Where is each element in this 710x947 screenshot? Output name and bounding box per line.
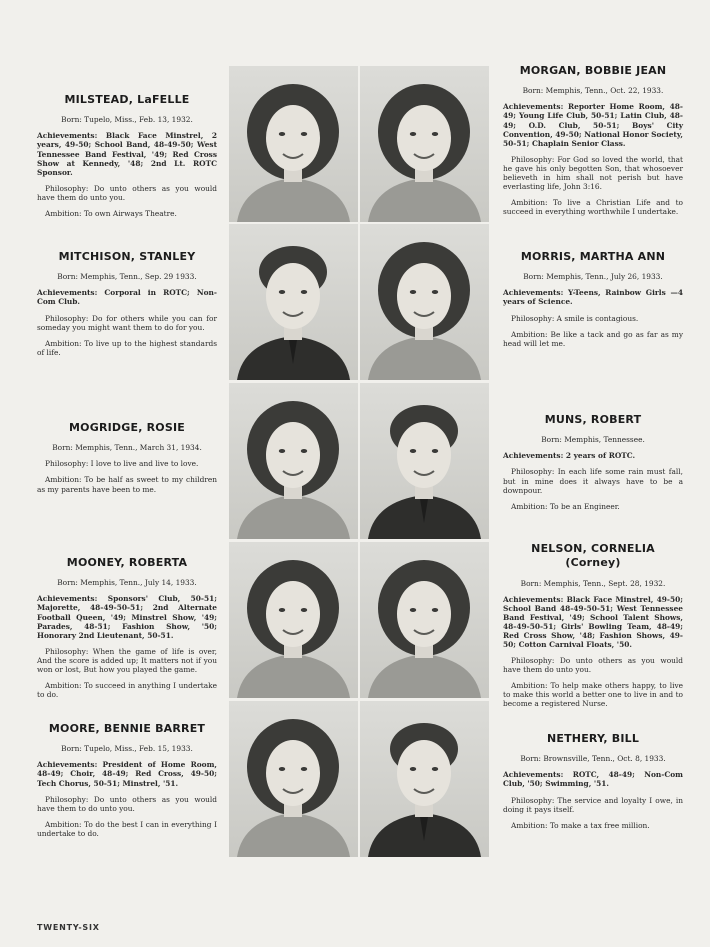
portrait-silhouette	[229, 701, 358, 857]
student-entry-morgan	[503, 64, 683, 223]
portrait-shoulders	[237, 654, 350, 698]
portrait-silhouette	[360, 701, 489, 857]
achievements: Achievements: Black Face Minstrel, 49-50; School Band 48-49-50-51; West Tennessee Band Festival, '49; School Talent Shows, 48-49-50-51; Girls' Bowling Team, 48-49; Red Cross Show, '48; Fashion Shows, 49-50; Cotton Carnival Floats, '50.	[503, 594, 683, 649]
birth-info: Born: Memphis, Tenn., July 14, 1933.	[57, 578, 197, 588]
student-name: MOORE, BENNIE BARRET	[48, 722, 206, 735]
student-name: NETHERY, BILL	[546, 732, 640, 745]
student-name: MOONEY, ROBERTA	[66, 556, 188, 569]
portrait-eye	[432, 608, 438, 612]
ambition: Ambition: To own Airways Theatre.	[45, 208, 177, 218]
philosophy: Philosophy: Do unto others as you would have them to do unto you.	[37, 794, 217, 813]
achievements: Achievements: Sponsors' Club, 50-51; Majorette, 48-49-50-51; 2nd Alternate Football Queen, '49; Minstrel Show, '49; Parades, 48-51; Fashion Show, '50; Honorary 2nd Lieutenant, 50-51.	[37, 594, 217, 640]
achievements: Achievements: President of Home Room, 48-49; Choir, 48-49; Red Cross, 49-50; Tech Chorus, 50-51; Minstrel, '51.	[37, 760, 217, 788]
portrait-shoulders	[237, 178, 350, 222]
portrait-shoulders	[368, 654, 481, 698]
student-name: MORRIS, MARTHA ANN	[520, 250, 666, 263]
student-entry-mitchison	[37, 250, 217, 364]
achievements: Achievements: Corporal in ROTC; Non-Com Club.	[37, 288, 217, 307]
birth-info: Born: Memphis, Tenn., Sep. 29 1933.	[57, 272, 197, 282]
portrait-face	[266, 422, 320, 488]
portrait-face	[397, 740, 451, 806]
portrait-eye	[301, 449, 307, 453]
student-entry-nelson	[503, 542, 683, 715]
student-entry-muns	[503, 413, 683, 518]
portrait-silhouette	[229, 224, 358, 380]
portrait-photo-muns	[360, 383, 489, 539]
portrait-eye	[279, 290, 285, 294]
portrait-silhouette	[229, 542, 358, 698]
portrait-photo-mooney	[229, 542, 358, 698]
portrait-eye	[432, 132, 438, 136]
philosophy: Philosophy: Do unto others as you would have them do unto you.	[37, 183, 217, 202]
birth-info: Born: Memphis, Tennessee.	[541, 435, 645, 445]
portrait-face	[397, 422, 451, 488]
portrait-silhouette	[229, 66, 358, 222]
portrait-photo-moore	[229, 701, 358, 857]
student-name: MOGRIDGE, ROSIE	[69, 421, 185, 434]
student-entry-mogridge	[37, 421, 217, 501]
student-entry-moore	[37, 722, 217, 845]
portrait-shoulders	[368, 336, 481, 380]
portrait-eye	[432, 767, 438, 771]
student-entry-morris	[503, 250, 683, 355]
ambition: Ambition: Be like a tack and go as far as my head will let me.	[503, 329, 683, 348]
portrait-shoulders	[368, 178, 481, 222]
philosophy: Philosophy: When the game of life is over, And the score is added up; It matters not if you won or lost, But how you played the game.	[37, 646, 217, 674]
portrait-eye	[410, 290, 416, 294]
portrait-silhouette	[229, 383, 358, 539]
portrait-face	[397, 581, 451, 647]
portrait-photo-milstead	[229, 66, 358, 222]
birth-info: Born: Memphis, Tenn., July 26, 1933.	[523, 272, 663, 282]
birth-info: Born: Memphis, Tenn., March 31, 1934.	[52, 443, 202, 453]
portrait-eye	[301, 608, 307, 612]
achievements: Achievements: ROTC, 48-49; Non-Com Club, '50; Swimming, '51.	[503, 770, 683, 789]
ambition: Ambition: To do the best I can in everything I undertake to do.	[37, 819, 217, 838]
philosophy: Philosophy: Do for others while you can for someday you might want them to do for you.	[37, 313, 217, 332]
ambition: Ambition: To be an Engineer.	[511, 501, 620, 511]
portrait-face	[266, 105, 320, 171]
birth-info: Born: Tupelo, Miss., Feb. 13, 1932.	[61, 115, 193, 125]
student-name: MORGAN, BOBBIE JEAN	[519, 64, 667, 77]
portrait-shoulders	[237, 813, 350, 857]
student-name-text: NELSON, CORNELIA	[531, 542, 655, 555]
ambition: Ambition: To make a tax free million.	[511, 820, 650, 830]
ambition: Ambition: To succeed in anything I undertake to do.	[37, 680, 217, 699]
birth-info: Born: Memphis, Tenn., Oct. 22, 1933.	[522, 86, 664, 96]
portrait-eye	[410, 767, 416, 771]
portrait-eye	[279, 608, 285, 612]
portrait-eye	[279, 449, 285, 453]
portrait-photo-nelson	[360, 542, 489, 698]
portrait-silhouette	[360, 66, 489, 222]
portrait-silhouette	[360, 224, 489, 380]
portrait-photo-morgan	[360, 66, 489, 222]
portrait-photo-nethery	[360, 701, 489, 857]
portrait-face	[397, 263, 451, 329]
birth-info: Born: Tupelo, Miss., Feb. 15, 1933.	[61, 744, 193, 754]
student-entry-nethery	[503, 732, 683, 837]
achievements: Achievements: Black Face Minstrel, 2 years, 49-50; School Band, 48-49-50; West Tennessee Band Festival, '49; Red Cross Show at Kennedy, '48; 2nd Lt. ROTC Sponsor.	[37, 131, 217, 177]
achievements: Achievements: Y-Teens, Rainbow Girls —4 years of Science.	[503, 288, 683, 307]
portrait-eye	[432, 290, 438, 294]
philosophy: Philosophy: A smile is contagious.	[511, 313, 639, 323]
page-number: TWENTY-SIX	[37, 923, 100, 932]
student-entry-mooney	[37, 556, 217, 706]
philosophy: Philosophy: For God so loved the world, that he gave his only begotten Son, that whosoever believeth in him shall not perish but have everlasting life, John 3:16.	[503, 154, 683, 191]
student-name	[503, 542, 683, 570]
portrait-eye	[410, 132, 416, 136]
student-name: MUNS, ROBERT	[544, 413, 642, 426]
ambition: Ambition: To live a Christian Life and to succeed in everything worthwhile I undertake.	[503, 197, 683, 216]
portrait-eye	[410, 449, 416, 453]
portrait-face	[266, 263, 320, 329]
philosophy: Philosophy: The service and loyalty I owe, in doing it pays itself.	[503, 795, 683, 814]
birth-info: Born: Brownsville, Tenn., Oct. 8, 1933.	[520, 754, 666, 764]
portrait-face	[397, 105, 451, 171]
ambition: Ambition: To help make others happy, to live to make this world a better one to live in and to become a registered Nurse.	[503, 681, 683, 709]
student-entry-milstead	[37, 93, 217, 225]
portrait-photo-morris	[360, 224, 489, 380]
portrait-eye	[279, 767, 285, 771]
student-nickname: (Corney)	[565, 556, 621, 570]
portrait-silhouette	[360, 542, 489, 698]
portrait-eye	[301, 290, 307, 294]
philosophy: Philosophy: Do unto others as you would have them do unto you.	[503, 656, 683, 675]
birth-info: Born: Memphis, Tenn., Sept. 28, 1932.	[520, 578, 666, 588]
portrait-photo-mogridge	[229, 383, 358, 539]
ambition: Ambition: To live up to the highest standards of life.	[37, 338, 217, 357]
portrait-eye	[279, 132, 285, 136]
philosophy: Philosophy: I love to live and live to love.	[45, 459, 199, 469]
ambition: Ambition: To be half as sweet to my children as my parents have been to me.	[37, 475, 217, 494]
portrait-silhouette	[360, 383, 489, 539]
portrait-eye	[410, 608, 416, 612]
portrait-shoulders	[237, 495, 350, 539]
portrait-eye	[301, 132, 307, 136]
portrait-eye	[432, 449, 438, 453]
portrait-face	[266, 581, 320, 647]
philosophy: Philosophy: In each life some rain must fall, but in mine does it always have to be a downpour.	[503, 467, 683, 495]
student-name: MILSTEAD, LaFELLE	[64, 93, 190, 106]
portrait-eye	[301, 767, 307, 771]
achievements: Achievements: 2 years of ROTC.	[503, 451, 636, 461]
portrait-photo-mitchison	[229, 224, 358, 380]
student-name: MITCHISON, STANLEY	[58, 250, 196, 263]
achievements: Achievements: Reporter Home Room, 48-49; Young Life Club, 50-51; Latin Club, 48-49; O.D. Club, 50-51; Boys' City Convention, 49-50; National Honor Society, 50-51; Chaplain Senior Class.	[503, 102, 683, 148]
portrait-face	[266, 740, 320, 806]
